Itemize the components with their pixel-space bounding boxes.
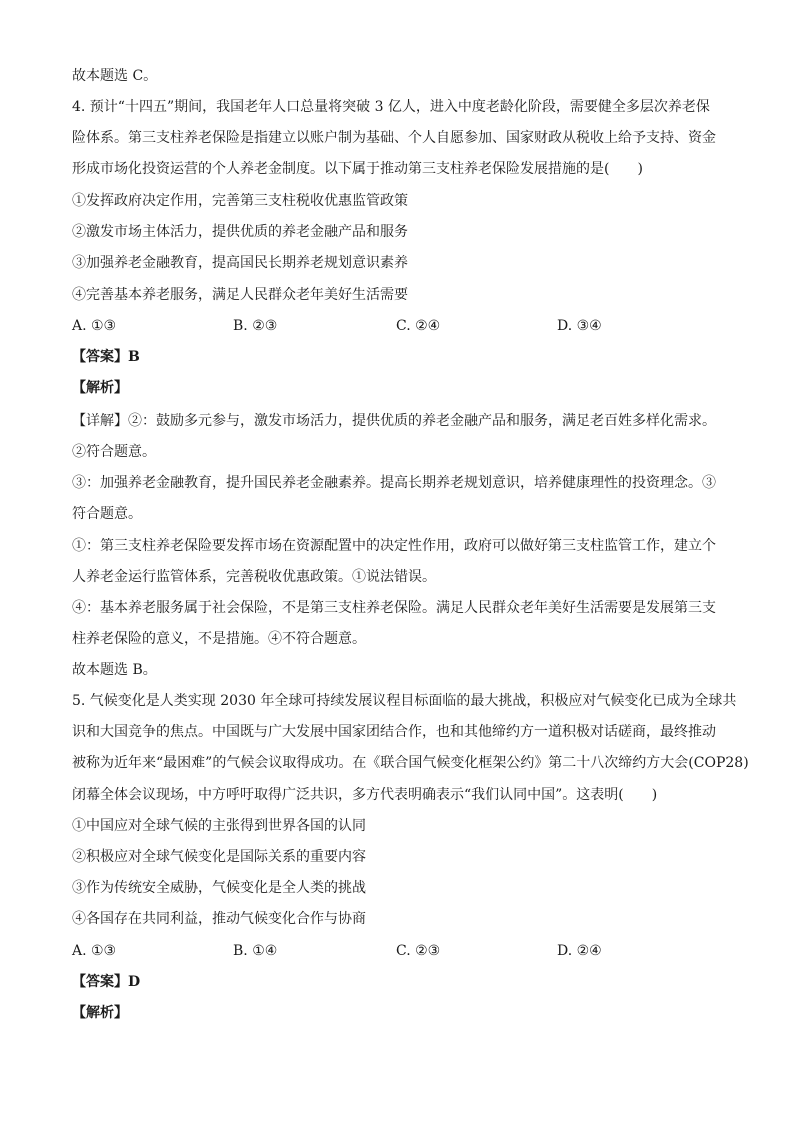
- question-5-answer: 【答案】D: [72, 974, 141, 990]
- question-5-option-b: B. ①④: [233, 943, 278, 959]
- question-4-answer: 【答案】B: [72, 349, 140, 365]
- question-5-analysis-heading: 【解析】: [72, 1005, 128, 1021]
- answer-summary-q3: 故本题选 C。: [72, 68, 158, 84]
- question-4-stem: 险体系。第三支柱养老保险是指建立以账户制为基础、个人自愿参加、国家财政从税收上给予支持、资金: [72, 130, 716, 146]
- question-4-stem: 形成市场化投资运营的个人养老金制度。以下属于推动第三支柱养老保险发展措施的是( ): [72, 161, 643, 177]
- question-4-explanation: ③：加强养老金融教育，提升国民养老金融素养。提高长期养老规划意识，培养健康理性的投资理念。③: [72, 475, 716, 491]
- question-4-explanation: ④：基本养老服务属于社会保险，不是第三支柱养老保险。满足人民群众老年美好生活需要是发展第三支: [72, 600, 716, 616]
- question-5-stem: 被称为近年来“最困难”的气候会议取得成功。在《联合国气候变化框架公约》第二十八次缔约方大会(COP28): [72, 755, 749, 771]
- question-4-statement: ①发挥政府决定作用，完善第三支柱税收优惠监管政策: [72, 193, 408, 209]
- question-5-option-d: D. ②④: [557, 943, 602, 959]
- question-5-option-c: C. ②③: [396, 943, 441, 959]
- question-5-stem: 闭幕全体会议现场，中方呼吁取得广泛共识，多方代表明确表示“我们认同中国”。这表明( ): [72, 787, 658, 803]
- question-4-statement: ③加强养老金融教育，提高国民长期养老规划意识素养: [72, 255, 408, 271]
- question-5-statement: ②积极应对全球气候变化是国际关系的重要内容: [72, 849, 366, 865]
- question-5-statement: ③作为传统安全威胁，气候变化是全人类的挑战: [72, 880, 366, 896]
- question-4-stem: 4. 预计“十四五”期间，我国老年人口总量将突破 3 亿人，进入中度老龄化阶段，需要健全多层次养老保: [72, 99, 710, 115]
- question-5-stem: 识和大国竞争的焦点。中国既与广大发展中国家团结合作，也和其他缔约方一道积极对话磋商，最终推动: [72, 724, 716, 740]
- question-5-stem: 5. 气候变化是人类实现 2030 年全球可持续发展议程目标面临的最大挑战，积极应对气候变化已成为全球共: [72, 693, 737, 709]
- question-4-option-b: B. ②③: [233, 318, 278, 334]
- question-4-option-c: C. ②④: [396, 318, 441, 334]
- question-4-option-d: D. ③④: [557, 318, 602, 334]
- question-4-option-a: A. ①③: [72, 318, 117, 334]
- question-4-explanation: 柱养老保险的意义，不是措施。④不符合题意。: [72, 631, 366, 647]
- question-4-analysis-heading: 【解析】: [72, 380, 128, 396]
- question-4-explanation: ②符合题意。: [72, 444, 156, 460]
- question-4-explanation: ①：第三支柱养老保险要发挥市场在资源配置中的决定性作用，政府可以做好第三支柱监管工作，建立个: [72, 538, 716, 554]
- question-4-statement: ②激发市场主体活力，提供优质的养老金融产品和服务: [72, 224, 408, 240]
- question-5-option-a: A. ①③: [72, 943, 117, 959]
- answer-summary-q4: 故本题选 B。: [72, 662, 157, 678]
- question-5-statement: ①中国应对全球气候的主张得到世界各国的认同: [72, 818, 366, 834]
- question-4-statement: ④完善基本养老服务，满足人民群众老年美好生活需要: [72, 287, 408, 303]
- question-4-explanation: 符合题意。: [72, 506, 142, 522]
- question-4-explanation: 【详解】②：鼓励多元参与，激发市场活力，提供优质的养老金融产品和服务，满足老百姓多样化需求。: [72, 413, 716, 429]
- question-4-explanation: 人养老金运行监管体系，完善税收优惠政策。①说法错误。: [72, 569, 436, 585]
- question-5-statement: ④各国存在共同利益，推动气候变化合作与协商: [72, 911, 366, 927]
